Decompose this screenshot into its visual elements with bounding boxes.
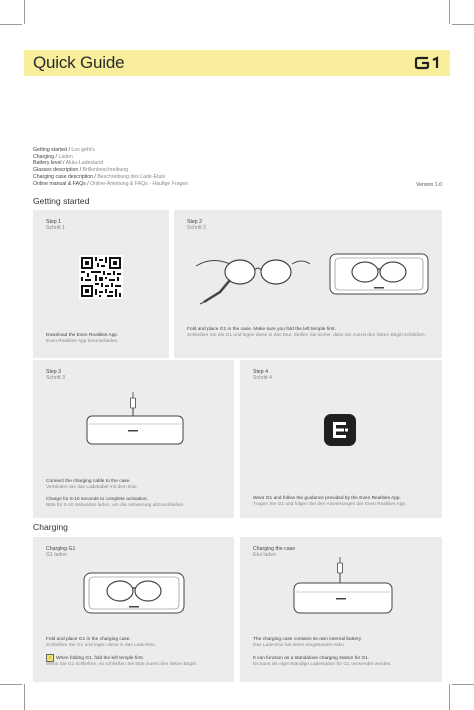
- toc-item[interactable]: Charging / Laden: [33, 153, 73, 160]
- step-4-card: [240, 360, 442, 518]
- card-text-de: Schließen Sie G1 und legen diese in das Lade-Etui.: [46, 643, 156, 649]
- step-title-de: Schritt 1: [46, 225, 66, 232]
- step-title: Step 3: [46, 369, 61, 375]
- step-text: Fold and place G1 in the case. Make sure you fold the left temple first.: [187, 327, 336, 332]
- card-title-de: Etui laden: [253, 552, 277, 559]
- step-text: Wear G1 and follow the guidance provided by the Even Realities App.: [253, 496, 401, 501]
- card-title: Charging G1: [46, 546, 76, 552]
- crop-mark: [24, 0, 25, 24]
- step-text-de: Tragen Sie G1 und folgen Sie den Anweisungen der Even Realities App.: [253, 502, 407, 508]
- step-title-de: Schritt 2: [187, 225, 207, 232]
- toc-item[interactable]: Getting started / Los geht's: [33, 147, 95, 153]
- card-text-2: It can function as a standalone charging station for G1.: [253, 656, 370, 661]
- case-charging-cable-illustration: [85, 390, 185, 448]
- step-text-de: Even Realities App herunterladen.: [46, 339, 119, 345]
- card-note: When folding G1, fold the left temple first.: [56, 656, 144, 662]
- crop-mark: [24, 684, 25, 710]
- toc-item[interactable]: Glasses description / Brillenbeschreibung: [33, 167, 129, 174]
- card-text-de: Das Lade-Etui hat einen eingebauten Akku.: [253, 643, 346, 649]
- toc-item[interactable]: Online manual & FAQs / Online-Anleitung & FAQs - Häufige Fragen: [33, 180, 189, 187]
- table-of-contents: [33, 147, 188, 187]
- card-note-de: Wenn Sie G1 schließen, so schließen Sie bitte zuerst den linken Bügel.: [46, 662, 198, 668]
- section-title-getting-started: Getting started: [33, 196, 90, 206]
- open-glasses-illustration: [192, 246, 314, 308]
- warning-icon: !: [46, 654, 54, 662]
- step-text: Download the Even Realities App.: [46, 333, 119, 338]
- crop-mark: [449, 684, 450, 710]
- step-title: Step 4: [253, 369, 268, 375]
- charging-g1-card: [33, 537, 234, 682]
- page-title: Quick Guide: [33, 53, 125, 72]
- qr-code[interactable]: [79, 255, 123, 299]
- case-with-glasses-illustration: [329, 252, 429, 298]
- step-2-card: [174, 210, 442, 358]
- version-label: Version 1.0: [416, 182, 442, 188]
- card-text: Fold and place G1 in the charging case.: [46, 637, 131, 642]
- step-text: Connect the charging cable to the case.: [46, 479, 131, 484]
- card-text: The charging case contains its own internal battery.: [253, 637, 362, 642]
- step-3-card: [33, 360, 234, 518]
- card-title: Charging the case: [253, 546, 296, 552]
- g1-logo: [414, 56, 444, 70]
- charging-case-card: [240, 537, 442, 682]
- toc-item[interactable]: Battery level / Akku-Ladestand: [33, 160, 104, 167]
- step-1-card: [33, 210, 169, 358]
- card-text-2-de: Es kann als eigenständige Ladestation für G1 verwendet werden.: [253, 662, 392, 668]
- crop-mark: [449, 0, 450, 24]
- toc-item[interactable]: Charging case description / Beschreibung des Lade-Etuis: [33, 173, 166, 180]
- step-text-2: Charge for 5-10 seconds to complete activation.: [46, 497, 148, 502]
- crop-mark: [0, 24, 22, 25]
- card-title-de: G1 laden: [46, 552, 68, 559]
- step-title: Step 1: [46, 219, 61, 225]
- step-title-de: Schritt 3: [46, 375, 66, 382]
- crop-mark: [452, 24, 474, 25]
- case-with-glasses-illustration: [83, 571, 185, 617]
- crop-mark: [452, 684, 474, 685]
- step-title: Step 2: [187, 219, 202, 225]
- step-text-de: Schließen Sie die G1 und legen diese in das Etui. Stellen Sie sicher, dass Sie zuerst den linken Bügel schließen.: [187, 333, 426, 339]
- header-banner: [24, 50, 450, 76]
- even-realities-app-icon[interactable]: [324, 414, 356, 446]
- step-title-de: Schritt 4: [253, 375, 273, 382]
- step-text-2-de: Bitte für 5-10 Sekunden laden, um die Aktivierung abzuschließen.: [46, 503, 185, 509]
- case-charging-cable-illustration: [292, 555, 394, 617]
- section-title-charging: Charging: [33, 522, 68, 532]
- crop-mark: [0, 684, 22, 685]
- step-text-de: Verbinden Sie das Ladekabel mit dem Etui.: [46, 485, 138, 491]
